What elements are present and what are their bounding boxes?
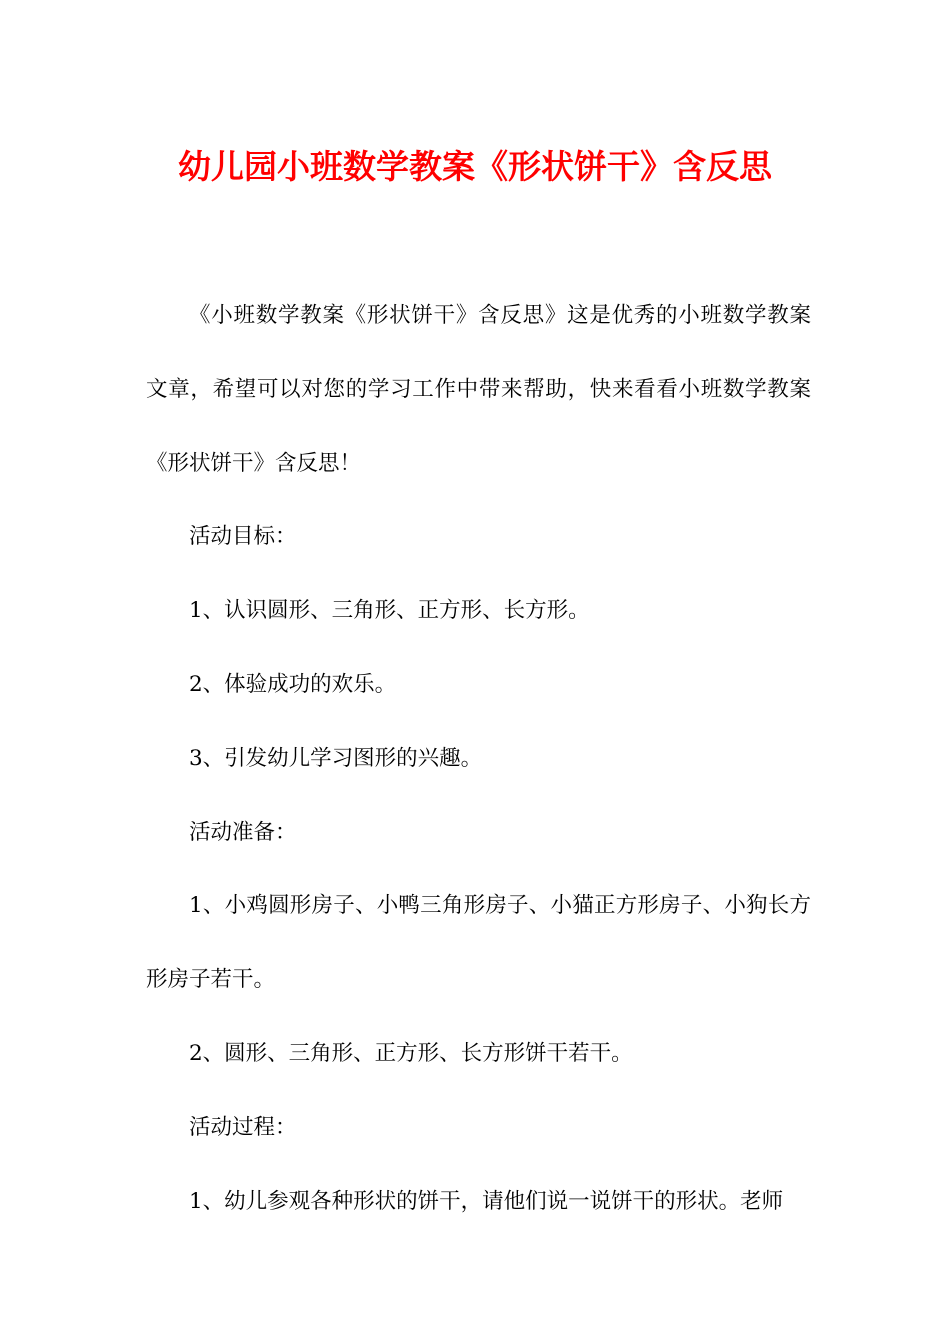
goals-heading: 活动目标：	[189, 524, 297, 550]
intro-paragraph: 《小班数学教案《形状饼干》含反思》这是优秀的小班数学教案文章，希望可以对您的学习工作中带来帮助，快来看看小班数学教案《形状饼干》含反思！	[146, 303, 811, 476]
process-item: 1、幼儿参观各种形状的饼干，请他们说一说饼干的形状。老师	[189, 1188, 784, 1214]
process-heading: 活动过程：	[189, 1114, 297, 1140]
document-body	[146, 279, 811, 1238]
goal-item: 1、认识圆形、三角形、正方形、长方形。	[189, 598, 590, 624]
goal-item: 3、引发幼儿学习图形的兴趣。	[189, 745, 483, 771]
document-title: 幼儿园小班数学教案《形状饼干》含反思	[178, 147, 772, 186]
prep-heading: 活动准备：	[189, 819, 297, 845]
prep-item: 1、小鸡圆形房子、小鸭三角形房子、小猫正方形房子、小狗长方形房子若干。	[146, 893, 811, 993]
goal-item: 2、体验成功的欢乐。	[189, 671, 397, 697]
prep-item: 2、圆形、三角形、正方形、长方形饼干若干。	[189, 1040, 633, 1066]
